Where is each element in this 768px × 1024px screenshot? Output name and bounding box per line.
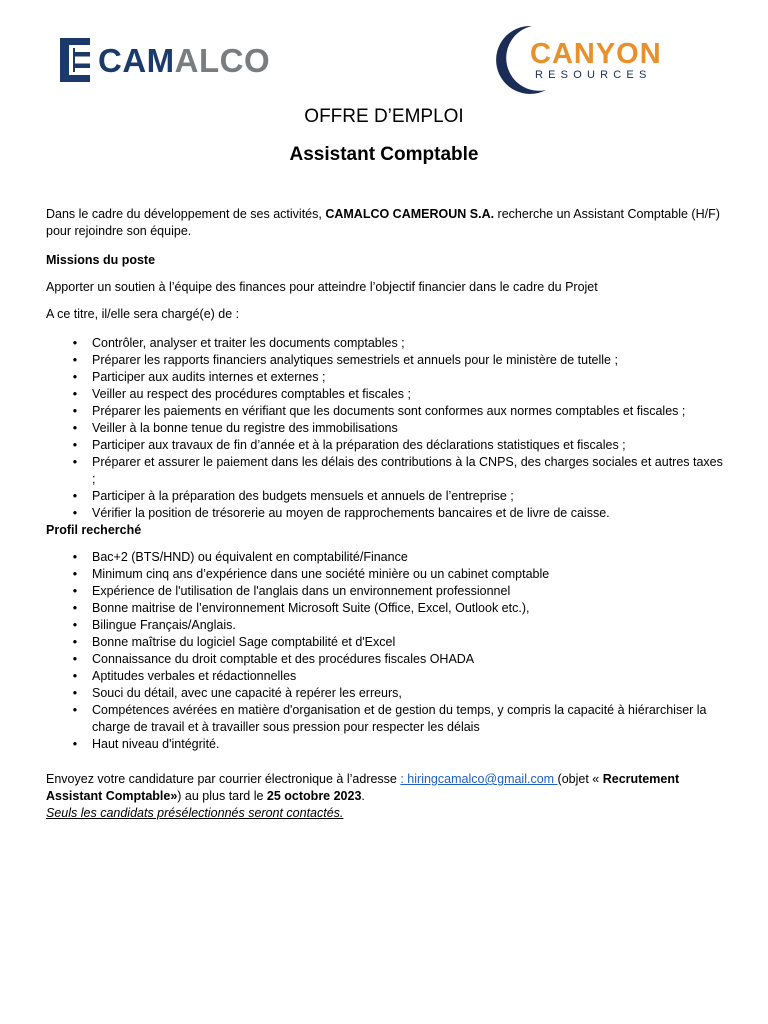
- list-item: • Vérifier la position de trésorerie au moyen de rapprochements bancaires et de livre de caisse.: [46, 505, 726, 522]
- bullet-icon: •: [72, 686, 78, 700]
- list-item: • Préparer les paiements en vérifiant que les documents sont conformes aux normes comptables et fiscales ;: [46, 403, 726, 420]
- list-item: • Préparer les rapports financiers analytiques semestriels et annuels pour le ministère de tutelle ;: [46, 352, 726, 369]
- list-item: • Préparer et assurer le paiement dans les délais des contributions à la CNPS, des charges sociales et autres taxes ;: [46, 454, 726, 488]
- email-link[interactable]: : hiringcamalco@gmail.com: [400, 772, 558, 786]
- bullet-icon: •: [72, 353, 78, 367]
- list-item: • Bac+2 (BTS/HND) ou équivalent en comptabilité/Finance: [46, 549, 726, 566]
- list-item: • Participer aux audits internes et externes ;: [46, 369, 726, 386]
- bullet-icon: •: [72, 455, 78, 469]
- list-item: • Bonne maîtrise du logiciel Sage comptabilité et d'Excel: [46, 634, 726, 651]
- bullet-icon: •: [72, 652, 78, 666]
- bullet-icon: •: [72, 635, 78, 649]
- bullet-icon: •: [72, 336, 78, 350]
- bullet-icon: •: [72, 421, 78, 435]
- canyon-resources-logo: [486, 24, 666, 96]
- bullet-icon: •: [72, 506, 78, 520]
- list-item: • Veiller à la bonne tenue du registre des immobilisations: [46, 420, 726, 437]
- missions-lead: A ce titre, il/elle sera chargé(e) de :: [46, 307, 240, 321]
- list-item: • Connaissance du droit comptable et des procédures fiscales OHADA: [46, 651, 726, 668]
- bullet-icon: •: [72, 737, 78, 751]
- list-item: • Participer aux travaux de fin d’année et à la préparation des déclarations statistiques et fiscales ;: [46, 437, 726, 454]
- bullet-icon: •: [72, 618, 78, 632]
- missions-list: [46, 335, 726, 522]
- bullet-icon: •: [72, 489, 78, 503]
- list-item: • Participer à la préparation des budgets mensuels et annuels de l’entreprise ;: [46, 488, 726, 505]
- list-item: • Veiller au respect des procédures comptables et fiscales ;: [46, 386, 726, 403]
- bullet-icon: •: [72, 404, 78, 418]
- bullet-icon: •: [72, 703, 78, 717]
- offer-heading: OFFRE D’EMPLOI: [304, 106, 464, 127]
- shortlist-notice: Seuls les candidats présélectionnés seront contactés.: [46, 806, 344, 820]
- list-item: • Contrôler, analyser et traiter les documents comptables ;: [46, 335, 726, 352]
- camalco-logo-mark: [60, 38, 90, 82]
- list-item: • Bilingue Français/Anglais.: [46, 617, 726, 634]
- application-paragraph: Envoyez votre candidature par courrier électronique à l’adresse : hiringcamalco@gmail.com (objet « Recrutement Assistant Comptable») au plus tard le 25 octobre 2023.: [46, 772, 680, 803]
- list-item: • Compétences avérées en matière d'organisation et de gestion du temps, y compris la capacité à hiérarchiser la charge de travail et à travailler sous pression pour respecter les délais: [46, 702, 726, 736]
- job-title: Assistant Comptable: [289, 144, 479, 165]
- bullet-icon: •: [72, 669, 78, 683]
- profile-heading: Profil recherché: [46, 523, 142, 537]
- camalco-logo: [60, 38, 271, 84]
- bullet-icon: •: [72, 370, 78, 384]
- email-subject: Recrutement Assistant Comptable»: [46, 772, 680, 803]
- profile-list: [46, 549, 726, 753]
- bullet-icon: •: [72, 550, 78, 564]
- bullet-icon: •: [72, 584, 78, 598]
- bullet-icon: •: [72, 601, 78, 615]
- list-item: • Bonne maitrise de l’environnement Microsoft Suite (Office, Excel, Outlook etc.),: [46, 600, 726, 617]
- list-item: • Expérience de l'utilisation de l'anglais dans un environnement professionnel: [46, 583, 726, 600]
- intro-paragraph: Dans le cadre du développement de ses activités, CAMALCO CAMEROUN S.A. recherche un Assistant Comptable (H/F) pour rejoindre son équipe.: [46, 207, 720, 238]
- offer-body: [46, 206, 726, 822]
- resources-logo-word: RESOURCES: [535, 69, 652, 81]
- bullet-icon: •: [72, 387, 78, 401]
- missions-heading: Missions du poste: [46, 253, 156, 267]
- list-item: • Minimum cinq ans d’expérience dans une société minière ou un cabinet comptable: [46, 566, 726, 583]
- camalco-logo-text: CAMALCO: [98, 42, 271, 79]
- list-item: • Souci du détail, avec une capacité à repérer les erreurs,: [46, 685, 726, 702]
- list-item: • Aptitudes verbales et rédactionnelles: [46, 668, 726, 685]
- list-item: • Haut niveau d'intégrité.: [46, 736, 726, 753]
- canyon-logo-word: CANYON: [530, 38, 662, 70]
- bullet-icon: •: [72, 438, 78, 452]
- company-name: CAMALCO CAMEROUN S.A.: [325, 207, 495, 221]
- missions-summary: Apporter un soutien à l’équipe des finances pour atteindre l’objectif financier dans le cadre du Projet: [46, 280, 598, 294]
- deadline-date: 25 octobre 2023: [266, 789, 362, 803]
- bullet-icon: •: [72, 567, 78, 581]
